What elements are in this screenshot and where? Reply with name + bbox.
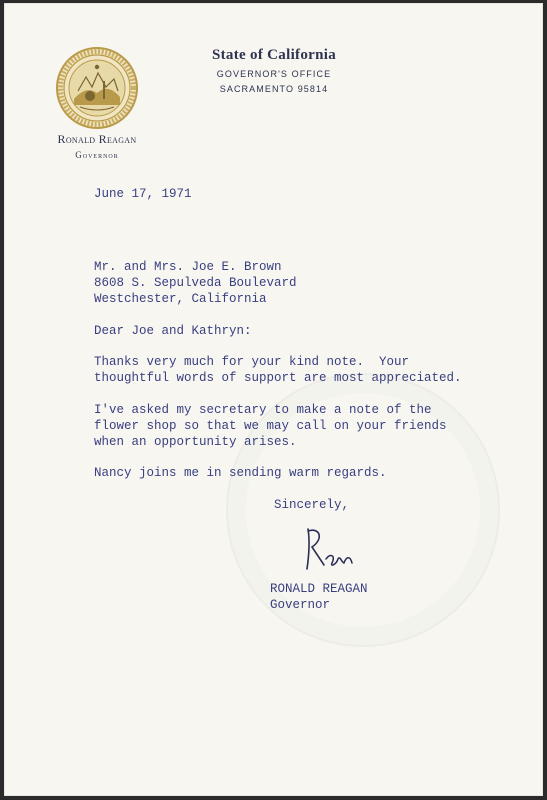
letterhead-address [199, 47, 349, 94]
sender-name: Ronald Reagan [57, 132, 137, 146]
office-city: SACRAMENTO 95814 [219, 84, 329, 94]
great-seal-of-california-icon [56, 47, 138, 129]
body-paragraph: I've asked my secretary to make a note of the flower shop so that we may call on your friends when an opportunity arises. [94, 403, 447, 449]
recipient-address [94, 259, 297, 307]
letter-date: June 17, 1971 [94, 187, 192, 201]
signer-title: Governor [270, 598, 331, 612]
body-paragraph: Nancy joins me in sending warm regards. [94, 466, 387, 480]
office-name: GOVERNOR'S OFFICE [216, 69, 332, 79]
closing: Sincerely, [274, 498, 350, 512]
signer-name: RONALD REAGAN [270, 582, 368, 596]
salutation: Dear Joe and Kathryn: [94, 324, 252, 338]
body-paragraph: Thanks very much for your kind note. Your thoughtful words of support are most appreciated. [94, 355, 462, 385]
sender-title: Governor [75, 150, 119, 160]
state-name: State of California [211, 47, 336, 63]
letter-page [4, 3, 543, 796]
sender-block [42, 132, 152, 160]
recipient-line: Mr. and Mrs. Joe E. Brown [94, 260, 282, 274]
recipient-line: 8608 S. Sepulveda Boulevard [94, 276, 297, 290]
recipient-line: Westchester, California [94, 292, 267, 306]
handwritten-signature [300, 525, 360, 577]
